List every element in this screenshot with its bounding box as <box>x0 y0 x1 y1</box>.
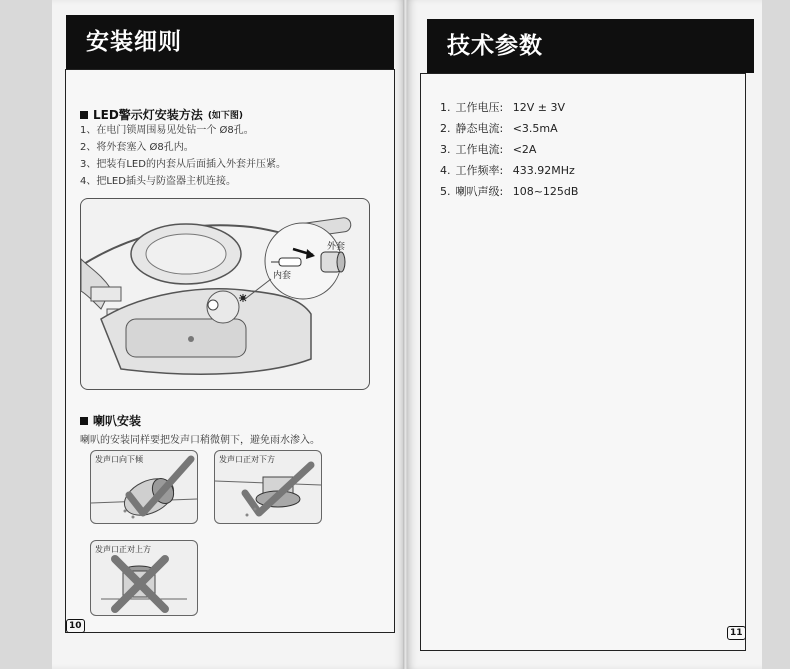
led-step: 3、把装有LED的内套从后面插入外套并压紧。 <box>80 159 286 170</box>
spec-item <box>440 118 578 139</box>
led-section-note: (如下图) <box>207 111 244 121</box>
led-section-title <box>80 106 243 123</box>
spec-label: 工作电压: <box>455 101 504 114</box>
right-page-header: 技术参数 <box>427 19 754 73</box>
left-page-header: 安装细则 <box>66 15 394 69</box>
right-page-number: 11 <box>727 626 746 640</box>
left-page <box>52 0 404 669</box>
left-page-number: 10 <box>66 619 85 633</box>
right-page <box>407 0 762 669</box>
horn-box-label: 发声口正对上方 <box>95 545 151 554</box>
horn-section-title <box>80 412 141 429</box>
led-steps-list <box>80 122 286 190</box>
spec-value: <3.5mA <box>512 122 558 135</box>
led-installation-illustration <box>80 198 370 390</box>
outer-sleeve-label: 外套 <box>327 242 346 252</box>
horn-box-label: 发声口正对下方 <box>219 455 275 464</box>
spec-item <box>440 181 578 202</box>
spec-label: 静态电流: <box>455 122 504 135</box>
led-section-title-text: LED警示灯安装方法 <box>93 108 203 122</box>
spec-label: 工作电流: <box>455 143 504 156</box>
led-step: 4、把LED插头与防盗器主机连接。 <box>80 176 236 187</box>
inner-sleeve-label: 内套 <box>273 271 292 281</box>
spec-index: 1. <box>440 101 451 114</box>
spec-value: 433.92MHz <box>512 164 575 177</box>
spec-label: 喇叭声级: <box>455 185 504 198</box>
spec-list <box>440 97 578 202</box>
left-page-frame <box>65 69 395 633</box>
horn-orientation-box <box>214 450 322 524</box>
horn-orientation-box <box>90 540 198 616</box>
spec-value: 12V ± 3V <box>512 101 565 114</box>
spec-value: <2A <box>512 143 537 156</box>
spec-index: 3. <box>440 143 451 156</box>
led-step: 2、将外套塞入 Ø8孔内。 <box>80 142 194 153</box>
spec-index: 5. <box>440 185 451 198</box>
horn-box-label: 发声口向下倾 <box>95 455 143 464</box>
spec-item <box>440 160 578 181</box>
spec-label: 工作频率: <box>455 164 504 177</box>
spec-item <box>440 139 578 160</box>
scooter-handlebar-drawing <box>81 199 369 389</box>
horn-section-description: 喇叭的安装同样要把发声口稍微朝下，避免雨水渗入。 <box>80 435 320 446</box>
spec-index: 4. <box>440 164 451 177</box>
horn-orientation-box <box>90 450 198 524</box>
spec-index: 2. <box>440 122 451 135</box>
spec-item <box>440 97 578 118</box>
led-step: 1、在电门锁周围易见处钻一个 Ø8孔。 <box>80 125 254 136</box>
bullet-square-icon <box>80 417 88 425</box>
spec-value: 108~125dB <box>512 185 579 198</box>
bullet-square-icon <box>80 111 88 119</box>
horn-section-title-text: 喇叭安装 <box>93 414 142 428</box>
